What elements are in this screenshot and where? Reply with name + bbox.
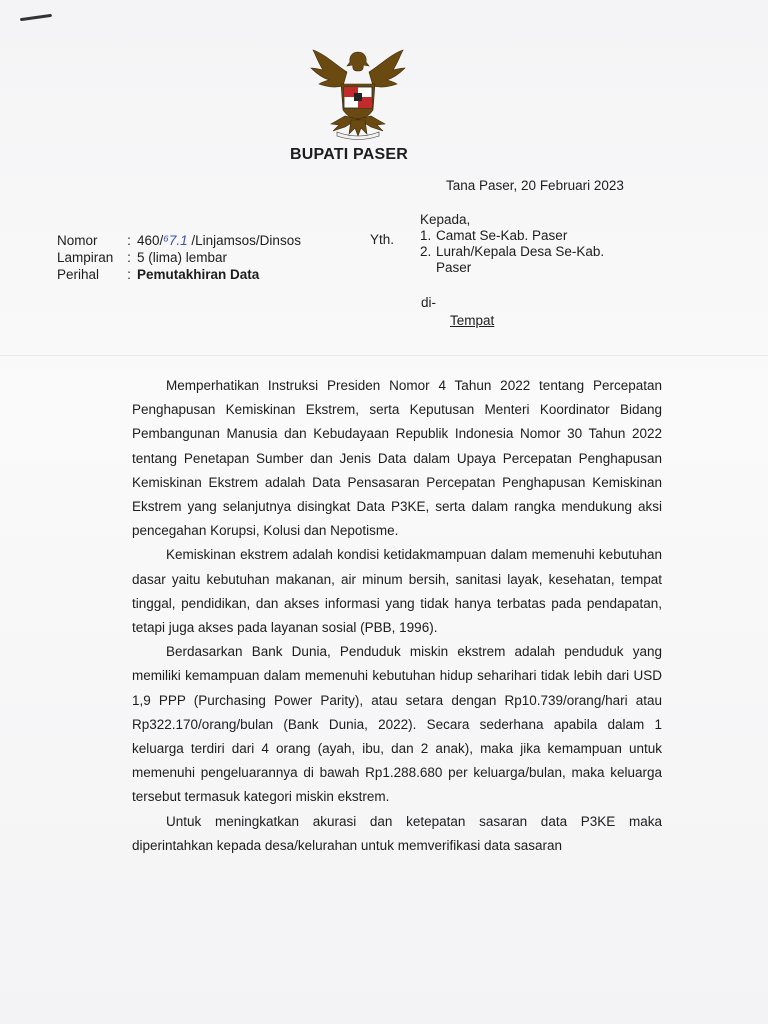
recipient-item-cont: Paser xyxy=(436,260,472,275)
body-paragraph: Kemiskinan ekstrem adalah kondisi ketidakmampuan dalam memenuhi kebutuhan dasar yaitu kebutuhan makanan, air minum bersih, sanitasi layak, kesehatan, tempat tinggal, pendidikan, dan akses informasi yang tidak hanya terbatas pada pendapatan, tetapi juga akses pada layanan sosial (PBB, 1996). xyxy=(132,547,662,636)
letter-title: BUPATI PASER xyxy=(290,146,408,163)
recipient-item: 1. Camat Se-Kab. Paser xyxy=(420,228,568,243)
kepada-label: Kepada, xyxy=(420,212,471,227)
recipient-item: 2. Lurah/Kepala Desa Se-Kab. xyxy=(420,244,605,259)
body-paragraph: Memperhatikan Instruksi Presiden Nomor 4 Tahun 2022 tentang Percepatan Penghapusan Kemiskinan Ekstrem, serta Keputusan Menteri Koordinator Bidang Pembangunan Manusia dan Kebudayaan Republik Indonesia Nomor 30 Tahun 2022 tentang Penetapan Sumber dan Jenis Data dalam Upaya Percepatan Penghapusan Kemiskinan Ekstrem adalah Data Pensasaran Percepatan Penghapusan Kemiskinan Ekstrem yang selanjutnya disingkat Data P3KE, serta dalam rangka mendukung aksi pencegahan Korupsi, Kolusi dan Nepotisme. xyxy=(132,378,662,539)
pen-mark xyxy=(20,14,52,21)
meta-lampiran: Lampiran : 5 (lima) lembar xyxy=(57,250,228,265)
letter-body xyxy=(132,374,662,858)
meta-perihal: Perihal : Pemutakhiran Data xyxy=(57,267,260,282)
body-paragraph: Untuk meningkatkan akurasi dan ketepatan sasaran data P3KE maka diperintahkan kepada desa/kelurahan untuk memverifikasi data sasaran xyxy=(132,813,662,853)
di-label: di- xyxy=(421,295,437,310)
body-paragraph: Berdasarkan Bank Dunia, Penduduk miskin ekstrem adalah penduduk yang memiliki kemampuan dalam memenuhi kebutuhan hidup seharihari tidak lebih dari USD 1,9 PPP (Purchasing Power Parity), atau setara dengan Rp10.739/orang/hari atau Rp322.170/orang/bulan (Bank Dunia, 2022). Secara sederhana apabila dalam 1 keluarga terdiri dari 4 orang (ayah, ibu, dan 2 anak), maka jika kemampuan untuk memenuhi pengeluarannya di bawah Rp1.288.680 per keluarga/bulan, maka keluarga tersebut termasuk kategori miskin ekstrem. xyxy=(132,644,662,805)
tempat-label: Tempat xyxy=(450,313,495,328)
yth-label: Yth. xyxy=(370,232,395,247)
letter-date: Tana Paser, 20 Februari 2023 xyxy=(446,178,624,193)
letter-meta xyxy=(57,232,301,283)
meta-nomor: Nomor : 460/⁶7.1 /Linjamsos/Dinsos xyxy=(57,233,301,248)
paper-fold-line xyxy=(0,355,768,356)
recipient-block xyxy=(420,212,604,276)
garuda-emblem-icon xyxy=(303,44,413,144)
handwritten-number: ⁶7.1 xyxy=(163,233,188,248)
